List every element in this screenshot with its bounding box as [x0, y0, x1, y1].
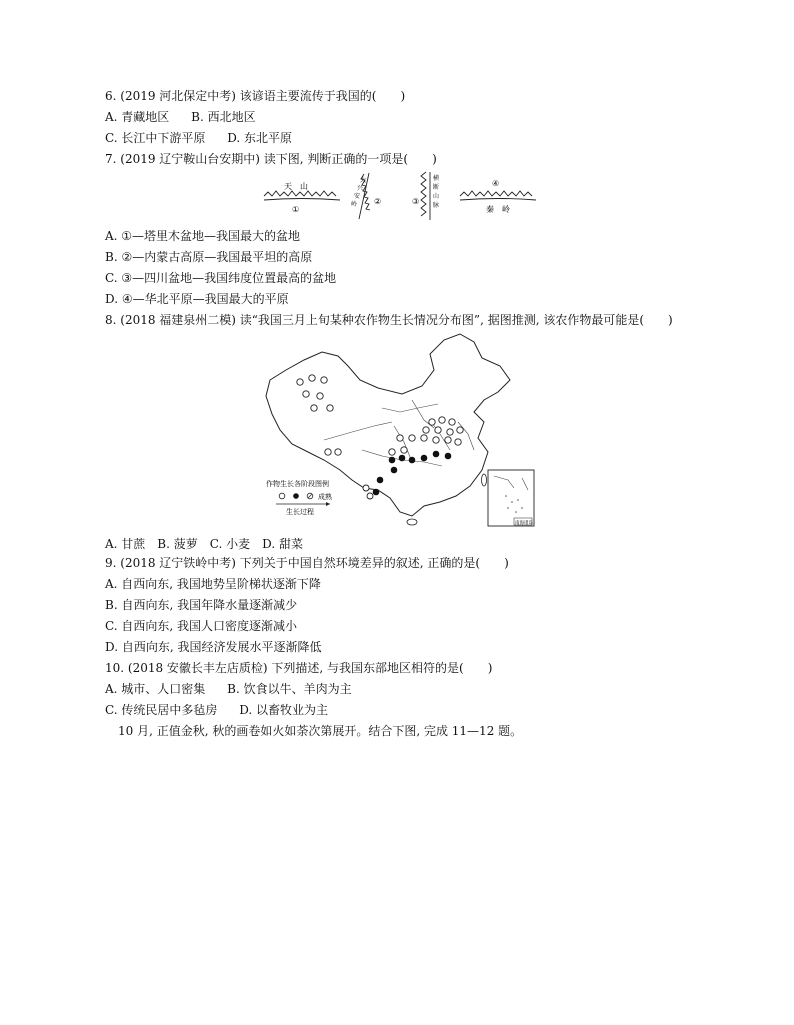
- q6-stem: 6. (2019 河北保定中考) 该谚语主要流传于我国的( ): [105, 89, 406, 103]
- q7-option-d[interactable]: D. ④—华北平原—我国最大的平原: [105, 292, 289, 306]
- q10-option-d[interactable]: D. 以畜牧业为主: [239, 703, 329, 717]
- q6-options-row1: [105, 109, 274, 125]
- qinling-label: 秦 岭: [486, 205, 510, 214]
- marker-3: ③: [412, 197, 420, 206]
- hengduan-label-4: 脉: [433, 202, 440, 209]
- q8-options[interactable]: A. 甘蔗 B. 菠萝 C. 小麦 D. 甜菜: [105, 537, 303, 551]
- tianshan-range-symbol: [264, 191, 340, 200]
- q10-option-b[interactable]: B. 饮食以牛、羊肉为主: [227, 682, 352, 696]
- map-legend: [266, 479, 333, 516]
- q10-stem: 10. (2018 安徽长丰左店质检) 下列描述, 与我国东部地区相符的是( ): [105, 661, 493, 675]
- q10-option-c[interactable]: C. 传统民居中多毡房: [105, 703, 218, 717]
- mountain-range-figure: [262, 170, 538, 222]
- hengduan-label-3: 山: [433, 193, 440, 200]
- q9-option-d[interactable]: D. 自西向东, 我国经济发展水平逐渐降低: [105, 640, 322, 654]
- hengduan-label-2: 断: [433, 184, 440, 191]
- q10-option-a[interactable]: A. 城市、人口密集: [105, 682, 206, 696]
- q9-option-a[interactable]: A. 自西向东, 我国地势呈阶梯状逐渐下降: [105, 577, 321, 591]
- q7-stem: 7. (2019 辽宁鞍山台安期中) 读下图, 判断正确的一项是( ): [105, 152, 437, 166]
- q10-options-row2: [105, 702, 346, 718]
- growing-markers: [297, 375, 463, 455]
- hengduan-label-1: 横: [433, 175, 440, 182]
- qinling-range-symbol: [460, 191, 536, 200]
- intro-11-12: 10 月, 正值金秋, 秋的画卷如火如荼次第展开。结合下图, 完成 11—12 题。: [118, 724, 523, 738]
- mature-markers: [373, 451, 452, 496]
- hainan-island: [407, 519, 417, 525]
- q7-option-a[interactable]: A. ①—塔里木盆地—我国最大的盆地: [105, 229, 301, 243]
- south-china-sea-inset: [488, 470, 534, 526]
- hengduan-range-symbol: [421, 172, 430, 220]
- q6-option-a[interactable]: A. 青藏地区: [105, 110, 170, 124]
- inset-label: 南海诸岛: [515, 521, 533, 526]
- daxinganling-label-1: 大: [360, 177, 367, 184]
- q9-option-b[interactable]: B. 自西向东, 我国年降水量逐渐减少: [105, 598, 298, 612]
- q6-option-d[interactable]: D. 东北平原: [227, 131, 293, 145]
- legend-title: 作物生长各阶段图例: [266, 480, 329, 488]
- q7-option-b[interactable]: B. ②—内蒙古高原—我国最平坦的高原: [105, 250, 313, 264]
- china-outline: [266, 334, 510, 516]
- crop-distribution-map: [262, 330, 547, 530]
- q9-stem: 9. (2018 辽宁铁岭中考) 下列关于中国自然环境差异的叙述, 正确的是( ): [105, 556, 509, 570]
- q6-option-b[interactable]: B. 西北地区: [191, 110, 256, 124]
- q6-options-row2: [105, 130, 310, 146]
- marker-1: ①: [292, 205, 300, 214]
- marker-4: ④: [492, 179, 500, 188]
- daxinganling-label-4: 岭: [351, 201, 358, 208]
- legend-process-label: 生长过程: [286, 508, 314, 516]
- q8-stem: 8. (2018 福建泉州二模) 读“我国三月上旬某种农作物生长情况分布图”, 据图推测, 该农作物最可能是( ): [105, 313, 673, 327]
- legend-open-circle: [279, 493, 285, 499]
- q6-option-c[interactable]: C. 长江中下游平原: [105, 131, 206, 145]
- legend-mature-label: 成熟: [318, 493, 332, 501]
- q7-option-c[interactable]: C. ③—四川盆地—我国纬度位置最高的盆地: [105, 271, 337, 285]
- q10-options-row1: [105, 681, 370, 697]
- legend-filled-circle: [293, 493, 299, 499]
- marker-2: ②: [374, 197, 382, 206]
- legend-arrow-head: [326, 502, 330, 506]
- daxinganling-label-3: 安: [354, 193, 361, 200]
- mid-stage-markers: [363, 485, 373, 499]
- taiwan-island: [482, 474, 487, 486]
- tianshan-label: 天 山: [284, 182, 308, 191]
- daxinganling-label-2: 兴: [357, 185, 364, 192]
- q9-option-c[interactable]: C. 自西向东, 我国人口密度逐渐减小: [105, 619, 298, 633]
